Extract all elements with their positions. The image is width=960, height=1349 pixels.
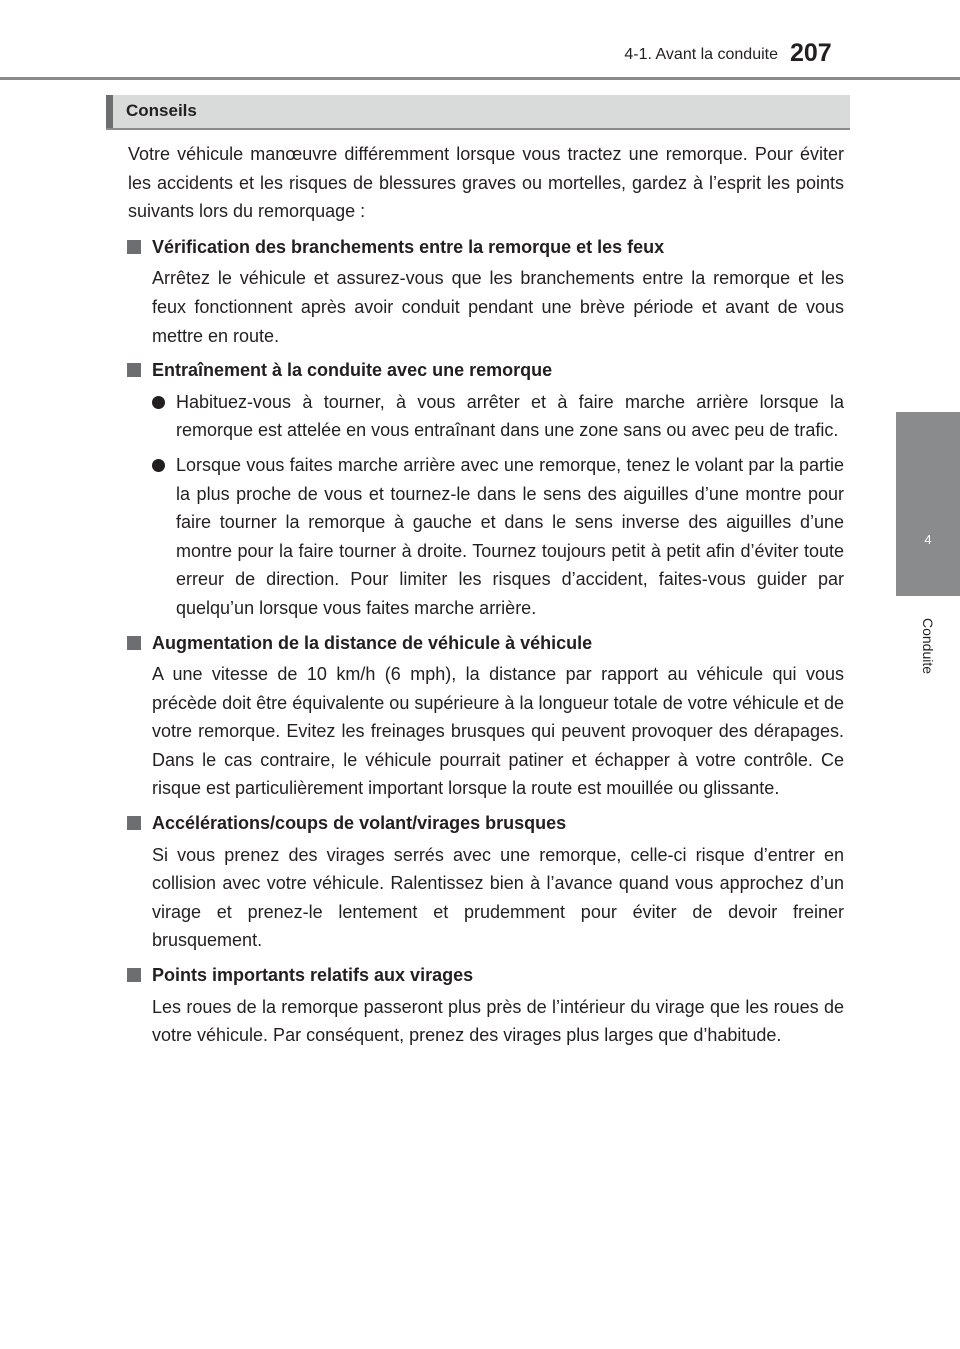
tip-item xyxy=(128,961,844,1050)
tip-title: Points importants relatifs aux virages xyxy=(152,965,474,986)
tip-heading xyxy=(152,233,844,262)
section-heading-accent xyxy=(106,95,113,128)
section-heading-bar xyxy=(106,95,850,128)
tip-title: Vérification des branchements entre la remorque et les feux xyxy=(152,236,665,257)
tip-heading xyxy=(152,356,844,385)
tip-bullet xyxy=(152,451,844,623)
square-bullet-icon xyxy=(127,363,141,377)
chapter-side-label-text: Conduite xyxy=(919,617,936,675)
square-bullet-icon xyxy=(127,636,141,650)
tip-item xyxy=(128,233,844,350)
square-bullet-icon xyxy=(127,816,141,830)
tip-item xyxy=(128,629,844,804)
header-rule xyxy=(0,77,960,80)
tip-heading xyxy=(152,961,844,990)
chapter-tab xyxy=(896,412,960,596)
chapter-side-label xyxy=(885,603,960,689)
tip-heading xyxy=(152,809,844,838)
round-bullet-icon xyxy=(152,459,165,472)
round-bullet-icon xyxy=(152,396,165,409)
section-title: Conseils xyxy=(126,101,197,120)
tip-title: Entraînement à la conduite avec une remorque xyxy=(152,360,553,381)
square-bullet-icon xyxy=(127,968,141,982)
tip-bullet-text: Habituez-vous à tourner, à vous arrêter et à faire marche arrière lorsque la remorque est attelée en vous entraînant dans une zone sans ou avec peu de trafic. xyxy=(176,391,844,441)
tip-item xyxy=(128,356,844,622)
square-bullet-icon xyxy=(127,240,141,254)
tip-heading xyxy=(152,629,844,658)
tip-bullet xyxy=(152,388,844,445)
chapter-tab-number: 4 xyxy=(924,532,932,547)
section-heading-rule xyxy=(106,128,850,130)
intro-paragraph: Votre véhicule manœuvre différemment lorsque vous tractez une remorque. Pour éviter les accidents et les risques de blessures graves ou mortelles, gardez à l’esprit les points suivants lors du remorquage : xyxy=(128,144,844,222)
header-section-title: 4-1. Avant la conduite xyxy=(624,46,778,63)
tip-body: Si vous prenez des virages serrés avec une remorque, celle-ci risque d’entrer en collision avec votre véhicule. Ralentissez bien à l’avance quand vous approchez d’un virage et prenez-le lentement et prudemment pour éviter de devoir freiner brusquement. xyxy=(152,844,844,951)
tip-body: Arrêtez le véhicule et assurez-vous que les branchements entre la remorque et les feux fonctionnent après avoir conduit pendant une brève période et avant de vous mettre en route. xyxy=(152,268,844,346)
tip-body: Les roues de la remorque passeront plus près de l’intérieur du virage que les roues de votre véhicule. Par conséquent, prenez des virages plus larges que d’habitude. xyxy=(152,996,844,1046)
tip-title: Augmentation de la distance de véhicule à véhicule xyxy=(152,632,593,653)
tip-title: Accélérations/coups de volant/virages brusques xyxy=(152,813,567,834)
tip-bullet-text: Lorsque vous faites marche arrière avec une remorque, tenez le volant par la partie la plus proche de vous et tournez-le dans le sens des aiguilles d’une montre pour faire tourner la remorque à gauche et dans le sens inverse des aiguilles d’une montre pour la faire tourner à droite. Tournez toujours petit à petit afin d’éviter toute erreur de direction. Pour limiter les risques d’accident, faites-vous guider par quelqu’un lorsque vous faites marche arrière. xyxy=(176,454,844,618)
section-content xyxy=(128,140,844,1056)
tip-body: A une vitesse de 10 km/h (6 mph), la distance par rapport au véhicule qui vous précède doit être équivalente ou supérieure à la longueur totale de votre véhicule et de votre remorque. Evitez les freinages brusques qui peuvent provoquer des dérapages. Dans le cas contraire, le véhicule pourrait patiner et échapper à votre contrôle. Ce risque est particulièrement important lorsque la route est mouillée ou glissante. xyxy=(152,664,844,799)
tip-item xyxy=(128,809,844,955)
page-number: 207 xyxy=(790,39,832,67)
